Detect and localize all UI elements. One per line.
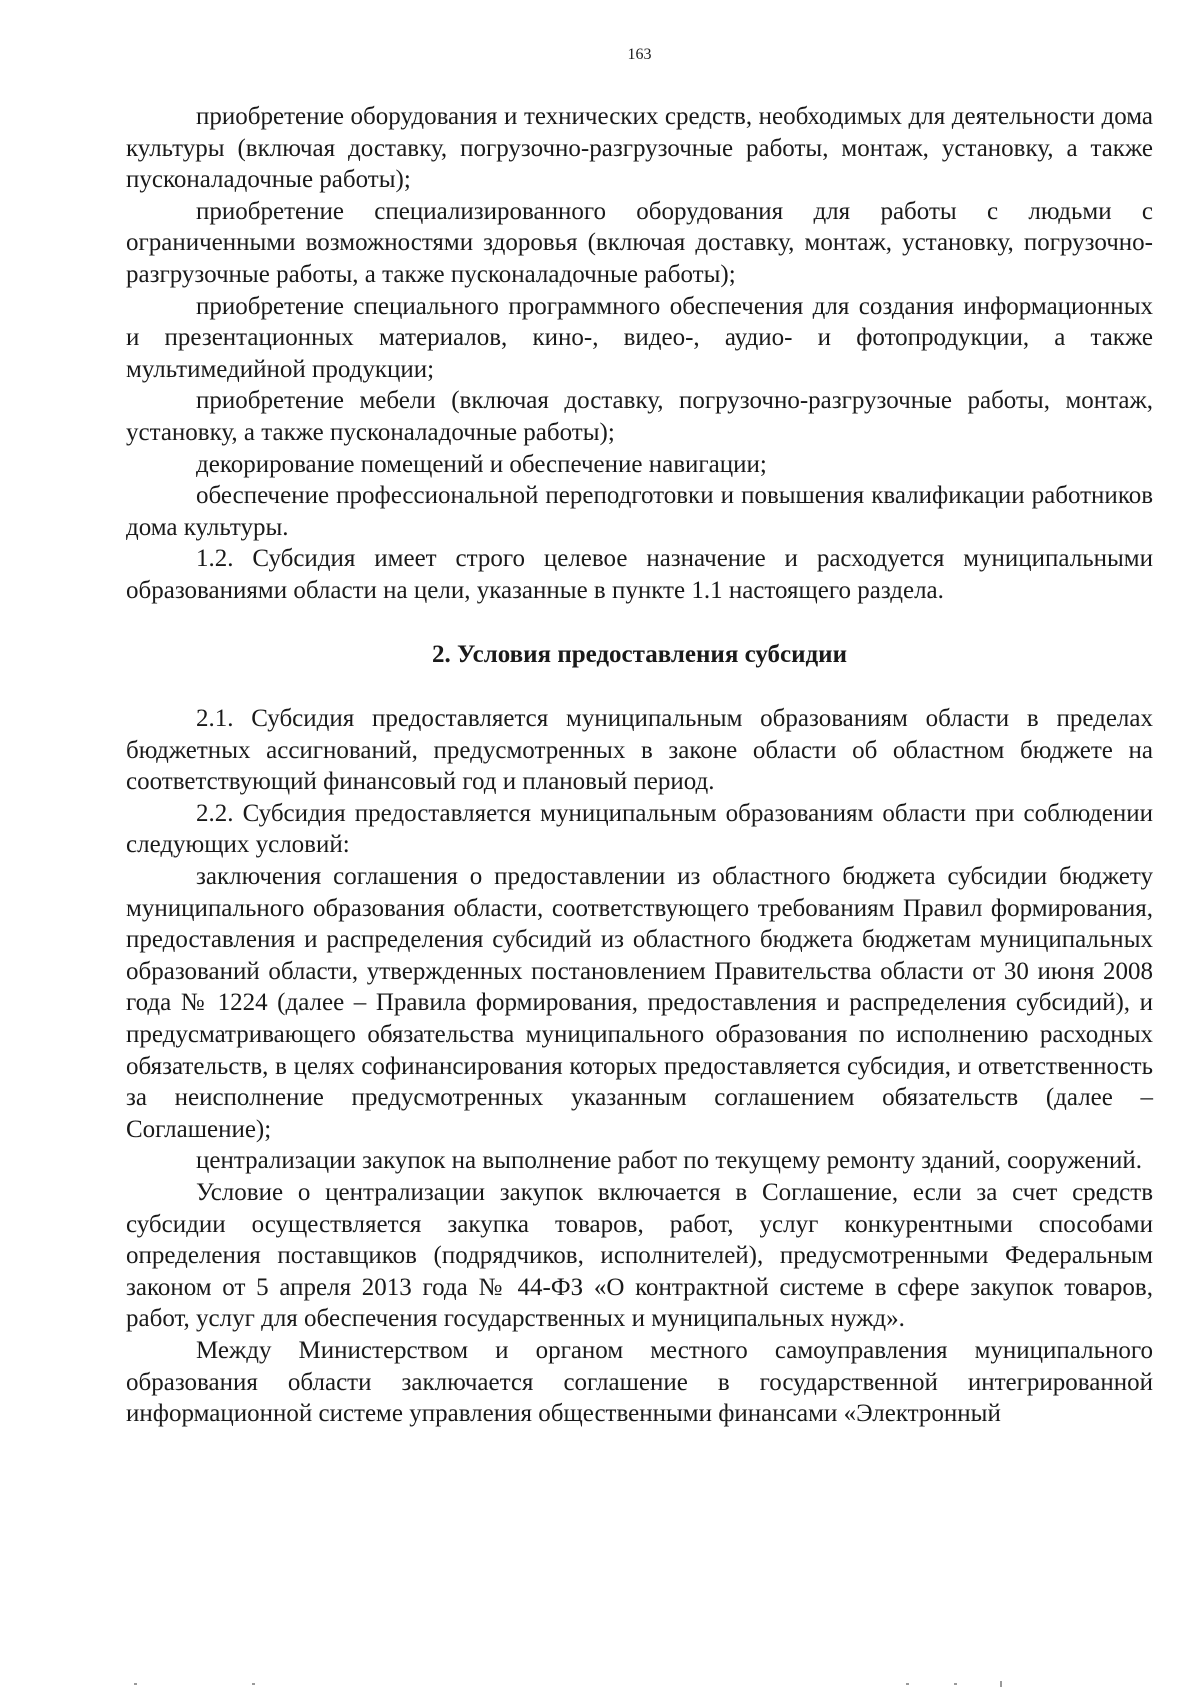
scan-dot <box>906 1683 909 1685</box>
document-body <box>126 101 1153 1430</box>
page-number: 163 <box>627 46 652 63</box>
scan-dot <box>134 1683 137 1685</box>
paragraph-software: приобретение специального программного обеспечения для создания информационных и презентационных материалов, кино-, видео-, аудио- и фотопродукции, а также мультимедийной продукции; <box>126 292 1153 383</box>
paragraph-centralization: централизации закупок на выполнение работ по текущему ремонту зданий, сооружений. <box>196 1147 1142 1175</box>
scan-dot <box>1000 1681 1002 1687</box>
paragraph-decoration: декорирование помещений и обеспечение навигации; <box>196 450 767 478</box>
paragraph-equipment: приобретение оборудования и технических средств, необходимых для деятельности дома культуры (включая доставку, погрузочно-разгрузочные работы, монтаж, установку, а также пусконаладочные работы); <box>126 103 1153 194</box>
paragraph-training: обеспечение профессиональной переподготовки и повышения квалификации работников дома культуры. <box>126 482 1153 541</box>
paragraph-2-1: 2.1. Субсидия предоставляется муниципальным образованиям области в пределах бюджетных ассигнований, предусмотренных в законе области об областном бюджете на соответствующий финансовый год и плановый период. <box>126 705 1153 796</box>
scan-dot <box>252 1683 255 1685</box>
paragraph-1-2: 1.2. Субсидия имеет строго целевое назначение и расходуется муниципальными образованиями области на цели, указанные в пункте 1.1 настоящего раздела. <box>126 545 1153 604</box>
section-heading: 2. Условия предоставления субсидии <box>431 640 847 668</box>
scan-dot <box>954 1683 957 1685</box>
paragraph-2-2: 2.2. Субсидия предоставляется муниципальным образованиям области при соблюдении следующих условий: <box>126 799 1153 859</box>
paragraph-agreement: заключения соглашения о предоставлении из областного бюджета субсидии бюджету муниципального образования области, соответствующего требованиям Правил формирования, предоставления и распределения субсидий из областного бюджета бюджетам муниципальных образований области, утвержденных постановлением Правительства области от 30 июня 2008 года № 1224 (далее – Правила формирования, предоставления и распределения субсидий), и предусматривающего обязательства муниципального образования по исполнению расходных обязательств, в целях софинансирования которых предоставляется субсидия, и ответственность за неисполнение предусмотренных указанным соглашением обязательств (далее – Соглашение); <box>126 863 1153 1143</box>
paragraph-centralization-condition: Условие о централизации закупок включается в Соглашение, если за счет средств субсидии осуществляется закупка товаров, работ, услуг конкурентными способами определения поставщиков (подрядчиков, исполнителей), предусмотренными Федеральным законом от 5 апреля 2013 года № 44-ФЗ «О контрактной системе в сфере закупок товаров, работ, услуг для обеспечения государственных и муниципальных нужд». <box>126 1179 1153 1333</box>
scan-artifacts <box>126 1683 1153 1691</box>
paragraph-special-equipment: приобретение специализированного оборудования для работы с людьми с ограниченными возможностями здоровья (включая доставку, монтаж, установку, погрузочно-разгрузочные работы, а также пусконаладочные работы); <box>126 197 1153 288</box>
paragraph-furniture: приобретение мебели (включая доставку, погрузочно-разгрузочные работы, монтаж, установку, а также пусконаладочные работы); <box>126 387 1153 446</box>
paragraph-electronic-system: Между Министерством и органом местного самоуправления муниципального образования области заключается соглашение в государственной интегрированной информационной системе управления общественными финансами «Электронный <box>126 1336 1153 1428</box>
